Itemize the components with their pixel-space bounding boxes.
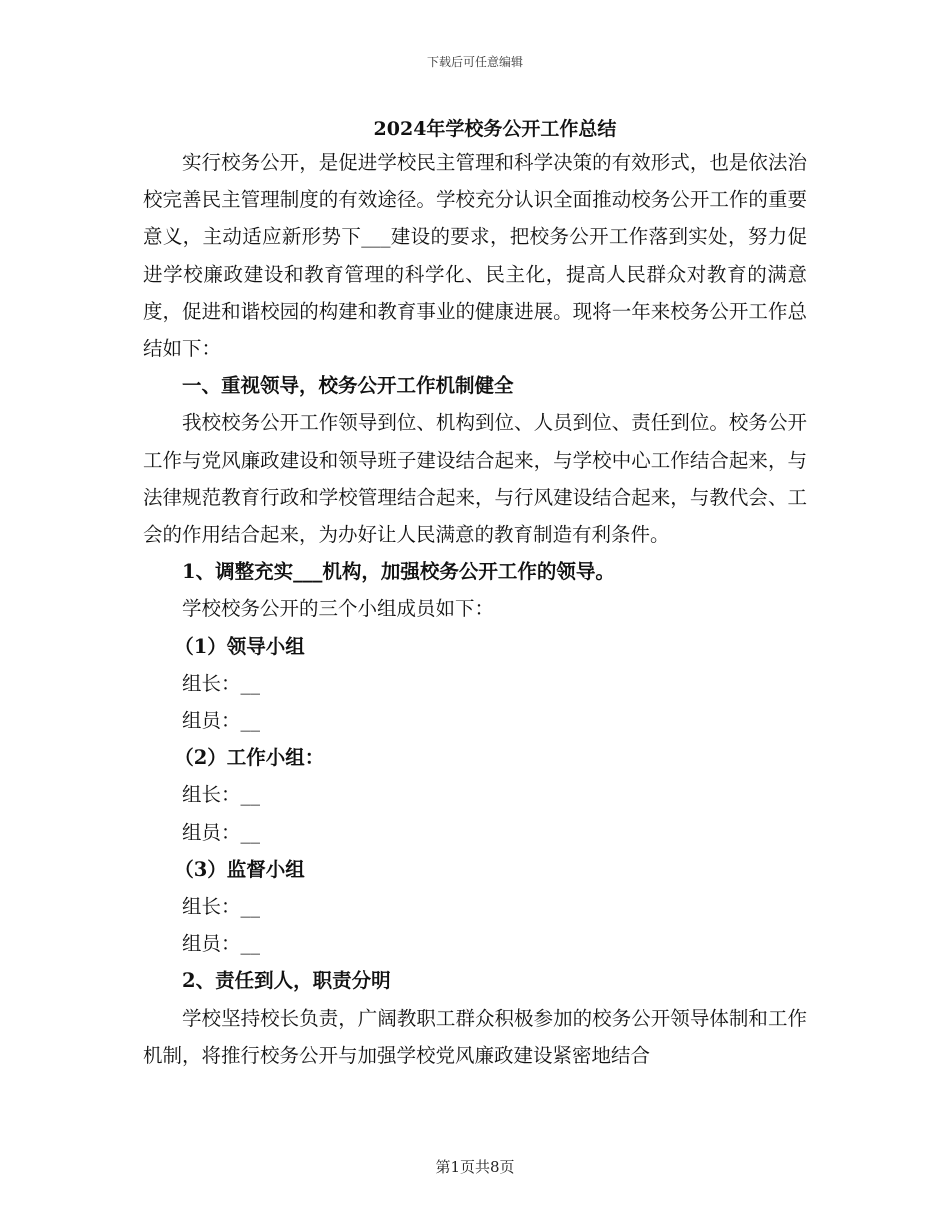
group-heading-leadership: （1）领导小组: [174, 634, 305, 658]
paragraph-section-1: 我校校务公开工作领导到位、机构到位、人员到位、责任到位。校务公开工作与党风廉政建设和领导班子建设结合起来，与学校中心工作结合起来，与法律规范教育行政和学校管理结合起来，与行风建设结合起来，与教代会、工会的作用结合起来，为办好让人民满意的教育制造有利条件。: [143, 411, 807, 547]
group-heading-supervision: （3）监督小组: [174, 857, 305, 881]
section-heading-1: 一、重视领导，校务公开工作机制健全: [182, 374, 514, 398]
group-heading-work: （2）工作小组：: [174, 746, 325, 770]
page-number: 第1页共8页: [435, 1158, 515, 1176]
document-title: 2024年学校务公开工作总结: [373, 118, 617, 140]
page-header-note: 下载后可任意编辑: [426, 55, 523, 69]
group-leader-line: 组长：__: [182, 671, 261, 695]
document-body: [143, 144, 807, 1074]
group-member-line: 组员：__: [182, 932, 261, 956]
group-member-line: 组员：__: [182, 820, 261, 844]
subsection-heading-1: 1、调整充实___机构，加强校务公开工作的领导。: [182, 560, 615, 584]
subsection-heading-2: 2、责任到人，职责分明: [182, 969, 391, 993]
paragraph-responsibility: 学校坚持校长负责，广阔教职工群众积极参加的校务公开领导体制和工作机制，将推行校务公开与加强学校党风廉政建设紧密地结合: [143, 1006, 807, 1067]
group-leader-line: 组长：__: [182, 895, 261, 919]
paragraph-intro: 实行校务公开，是促进学校民主管理和科学决策的有效形式，也是依法治校完善民主管理制度的有效途径。学校充分认识全面推动校务公开工作的重要意义，主动适应新形势下___建设的要求，把校务公开工作落到实处，努力促进学校廉政建设和教育管理的科学化、民主化，提高人民群众对教育的满意度，促进和谐校园的构建和教育事业的健康进展。现将一年来校务公开工作总结如下：: [143, 151, 807, 361]
group-member-line: 组员：__: [182, 709, 261, 733]
group-leader-line: 组长：__: [182, 783, 261, 807]
paragraph-groups-intro: 学校校务公开的三个小组成员如下：: [182, 597, 495, 621]
